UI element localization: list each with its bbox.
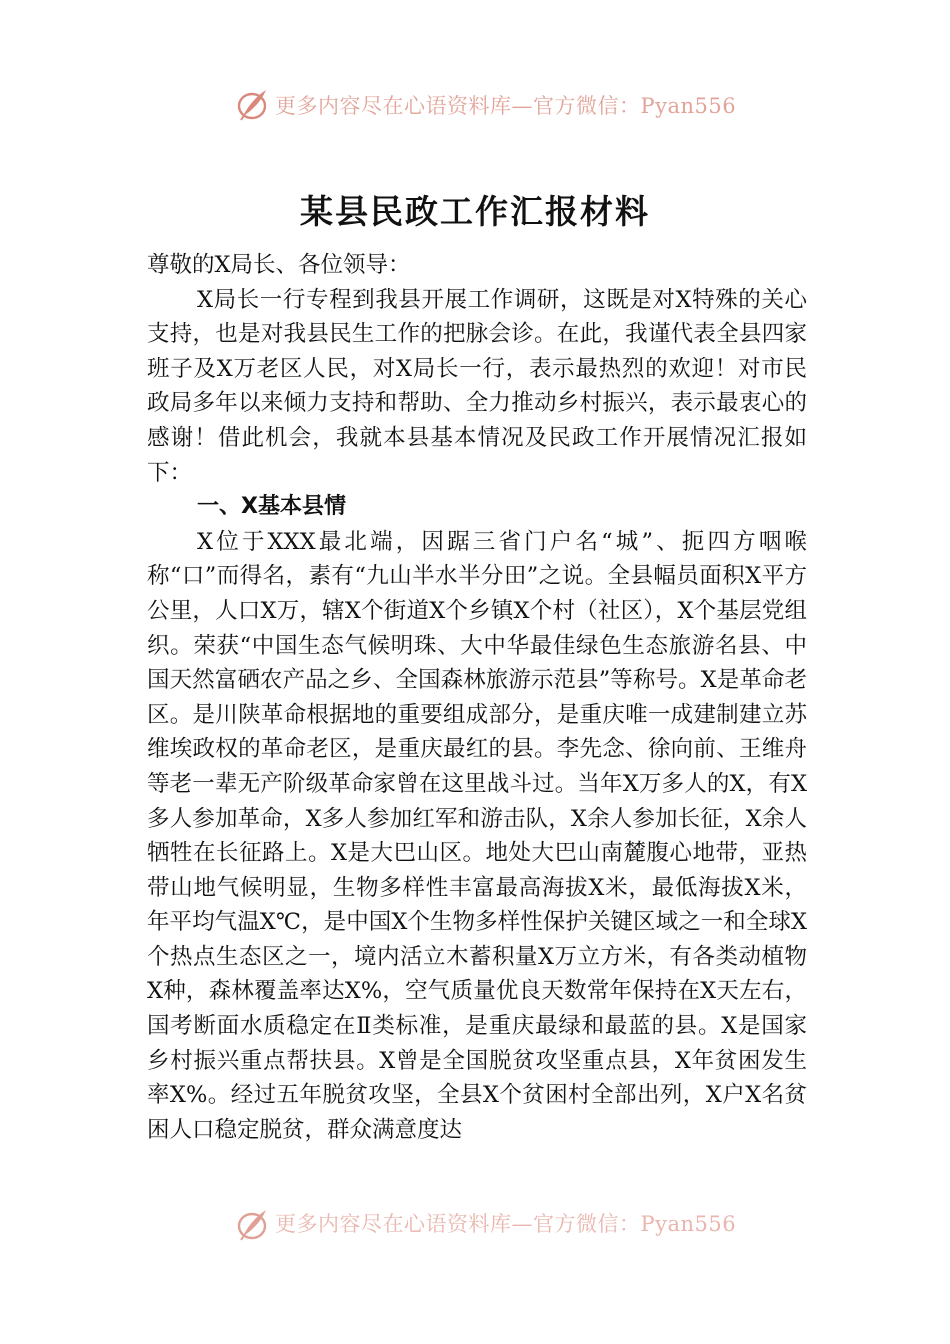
watermark-footer	[0, 1202, 950, 1242]
quill-pen-logo-icon	[235, 1206, 271, 1242]
watermark-header	[0, 82, 950, 122]
watermark-text: 更多内容尽在心语资料库—官方微信：Pyan556	[275, 94, 737, 118]
salutation: 尊敬的X局长、各位领导：	[147, 252, 411, 278]
document-title: 某县民政工作汇报材料	[300, 192, 650, 231]
section-heading: 一、X基本县情	[197, 494, 346, 520]
intro-paragraph: X局长一行专程到我县开展工作调研，这既是对X特殊的关心支持，也是对我县民生工作的把脉会诊。在此，我谨代表全县四家班子及X万老区人民，对X局长一行，表示最热烈的欢迎！对市民政局多年以来倾力支持和帮助、全力推动乡村振兴，表示最衷心的感谢！借此机会，我就本县基本情况及民政工作开展情况汇报如下：	[147, 286, 807, 486]
quill-pen-logo-icon	[235, 86, 271, 122]
section-paragraph: X位于XXX最北端，因踞三省门户名“城”、扼四方咽喉称“口”而得名，素有“九山半水半分田”之说。全县幅员面积X平方公里，人口X万，辖X个街道X个乡镇X个村（社区），X个基层党组织。荣获“中国生态气候明珠、大中华最佳绿色生态旅游名县、中国天然富硒农产品之乡、全国森林旅游示范县”等称号。X是革命老区。是川陕革命根据地的重要组成部分，是重庆唯一成建制建立苏维埃政权的革命老区，是重庆最红的县。李先念、徐向前、王维舟等老一辈无产阶级革命家曾在这里战斗过。当年X万多人的X，有X多人参加革命，X多人参加红军和游击队，X余人参加长征，X余人牺牲在长征路上。X是大巴山区。地处大巴山南麓腹心地带，亚热带山地气候明显，生物多样性丰富最高海拔X米，最低海拔X米，年平均气温X℃，是中国X个生物多样性保护关键区域之一和全球X个热点生态区之一，境内活立木蓄积量X万立方米，有各类动植物X种，森林覆盖率达X%，空气质量优良天数常年保持在X天左右，国考断面水质稳定在Ⅱ类标准，是重庆最绿和最蓝的县。X是国家乡村振兴重点帮扶县。X曾是全国脱贫攻坚重点县，X年贫困发生率X%。经过五年脱贫攻坚，全县X个贫困村全部出列，X户X名贫困人口稳定脱贫，群众满意度达	[147, 528, 807, 1143]
document-body	[147, 248, 807, 1147]
watermark-text: 更多内容尽在心语资料库—官方微信：Pyan556	[275, 1212, 737, 1236]
